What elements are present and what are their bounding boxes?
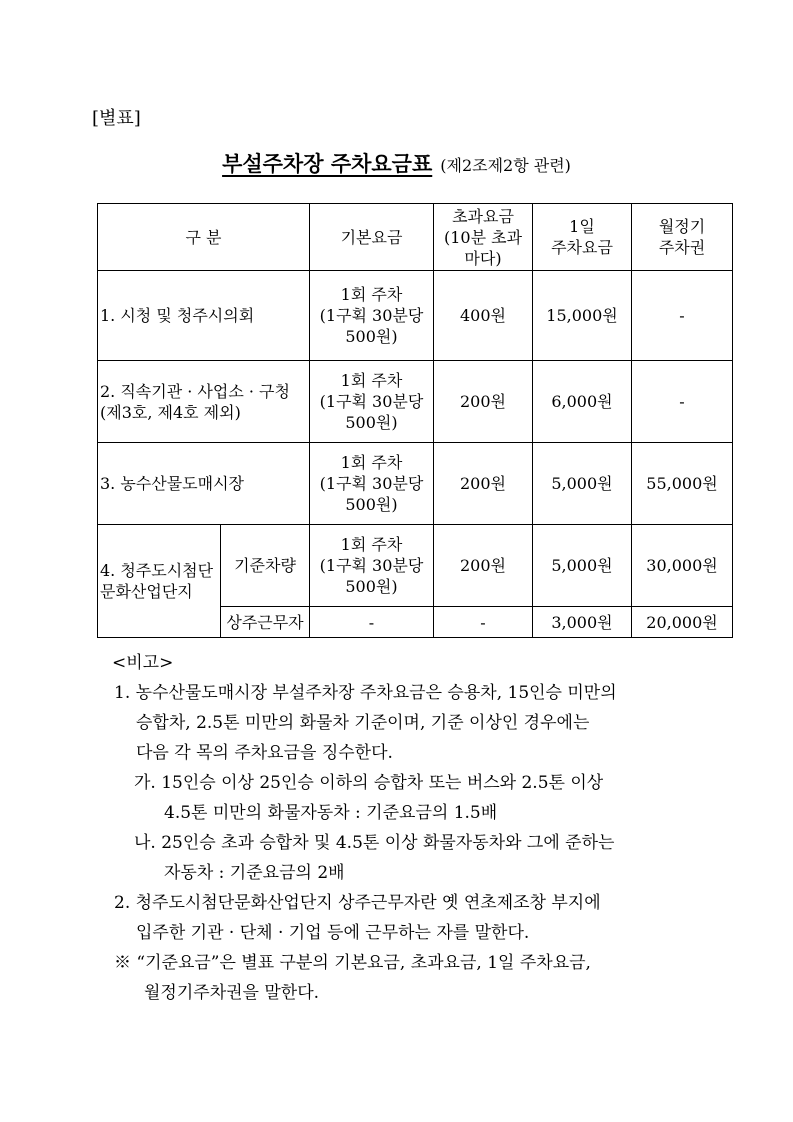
remark-2-line-1: 2. 청주도시첨단문화산업단지 상주근무자란 옛 연초제조창 부지에 xyxy=(114,893,601,913)
title-block xyxy=(0,148,793,178)
row-basic-fee: 1회 주차 (1구획 30분당 500원) xyxy=(310,271,434,361)
remark-1-line-3: 다음 각 목의 주차요금을 징수한다. xyxy=(136,743,393,763)
row-division: 1. 시청 및 청주시의회 xyxy=(98,271,310,361)
remark-1b-line-2: 자동차 : 기준요금의 2배 xyxy=(164,863,345,883)
row-excess-fee: 400원 xyxy=(434,271,533,361)
row-basic-fee: 1회 주차 (1구획 30분당 500원) xyxy=(310,443,434,525)
table-row xyxy=(98,443,733,525)
sub-division-resident-worker: 상주근무자 xyxy=(221,607,310,638)
row-excess-fee: 200원 xyxy=(434,361,533,443)
row-division: 4. 청주도시첨단 문화산업단지 xyxy=(98,525,221,638)
header-monthly-pass: 월정기 주차권 xyxy=(632,204,733,271)
remark-1a-line-2: 4.5톤 미만의 화물자동차 : 기준요금의 1.5배 xyxy=(164,803,498,823)
row-basic-fee: - xyxy=(310,607,434,638)
header-daily-fee: 1일 주차요금 xyxy=(533,204,632,271)
row-monthly-pass: - xyxy=(632,271,733,361)
row-daily-fee: 3,000원 xyxy=(533,607,632,638)
remark-3-line-1: ※ “기준요금”은 별표 구분의 기본요금, 초과요금, 1일 주차요금, xyxy=(114,953,591,973)
row-excess-fee: 200원 xyxy=(434,525,533,607)
remark-3-line-2: 월정기주차권을 말한다. xyxy=(144,983,320,1003)
header-excess-fee: 초과요금 (10분 초과 마다) xyxy=(434,204,533,271)
annex-label: [별표] xyxy=(92,108,141,129)
header-division: 구 분 xyxy=(98,204,310,271)
row-daily-fee: 5,000원 xyxy=(533,525,632,607)
row-excess-fee: - xyxy=(434,607,533,638)
header-basic-fee: 기본요금 xyxy=(310,204,434,271)
row-daily-fee: 15,000원 xyxy=(533,271,632,361)
remark-1b-line-1: 나. 25인승 초과 승합차 및 4.5톤 이상 화물자동차와 그에 준하는 xyxy=(134,833,615,853)
row-division: 3. 농수산물도매시장 xyxy=(98,443,310,525)
row-monthly-pass: 30,000원 xyxy=(632,525,733,607)
row-excess-fee: 200원 xyxy=(434,443,533,525)
table-header-row xyxy=(98,204,733,271)
parking-fee-table xyxy=(97,203,733,638)
sub-division-standard: 기준차량 xyxy=(221,525,310,607)
remark-1-line-2: 승합차, 2.5톤 미만의 화물차 기준이며, 기준 이상인 경우에는 xyxy=(136,713,590,733)
row-daily-fee: 6,000원 xyxy=(533,361,632,443)
row-monthly-pass: 55,000원 xyxy=(632,443,733,525)
table-row xyxy=(98,525,733,607)
row-division: 2. 직속기관 · 사업소 · 구청 (제3호, 제4호 제외) xyxy=(98,361,310,443)
remark-1a-line-1: 가. 15인승 이상 25인승 이하의 승합차 또는 버스와 2.5톤 이상 xyxy=(134,773,604,793)
row-daily-fee: 5,000원 xyxy=(533,443,632,525)
page-subtitle: (제2조제2항 관련) xyxy=(440,156,571,175)
row-monthly-pass: - xyxy=(632,361,733,443)
row-basic-fee: 1회 주차 (1구획 30분당 500원) xyxy=(310,525,434,607)
table-row xyxy=(98,361,733,443)
page-title: 부설주차장 주차요금표 xyxy=(222,151,433,176)
remark-1-line-1: 1. 농수산물도매시장 부설주차장 주차요금은 승용차, 15인승 미만의 xyxy=(114,683,617,703)
row-monthly-pass: 20,000원 xyxy=(632,607,733,638)
remark-2-line-2: 입주한 기관 · 단체 · 기업 등에 근무하는 자를 말한다. xyxy=(136,923,530,943)
remarks-heading: <비고> xyxy=(112,653,174,673)
row-basic-fee: 1회 주차 (1구획 30분당 500원) xyxy=(310,361,434,443)
table-row xyxy=(98,271,733,361)
